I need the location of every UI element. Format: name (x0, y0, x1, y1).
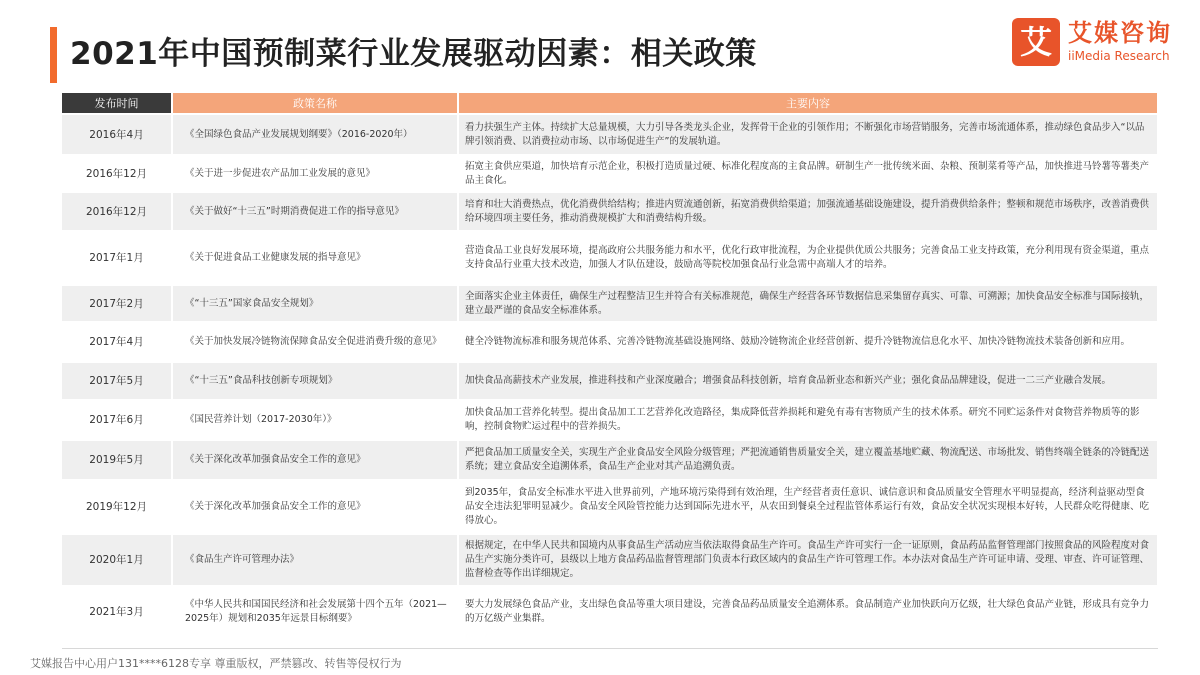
row-date: 2016年4月 (62, 114, 172, 155)
table-row (62, 400, 1158, 440)
table-row (62, 231, 1158, 285)
row-content: 加快食品加工营养化转型。提出食品加工工艺营养化改造路径，集成降低营养损耗和避免有毒有害物质产生的技术体系。研究不同贮运条件对食物营养物质等的影响，控制食物贮运过程中的营养损失。 (458, 400, 1158, 440)
copyright-footer: 艾媒报告中心用户131****6128专享 尊重版权，严禁篡改、转售等侵权行为 (30, 657, 402, 670)
table-row (62, 192, 1158, 231)
row-content: 要大力发展绿色食品产业，支出绿色食品等重大项目建设，完善食品药品质量安全追溯体系。食品制造产业加快跃向万亿级，壮大绿色食品产业链，形成具有竞争力的万亿级产业集群。 (458, 586, 1158, 636)
row-date: 2020年1月 (62, 534, 172, 586)
logo-subtitle: iiMedia Research (1068, 49, 1170, 63)
row-date: 2017年5月 (62, 362, 172, 400)
row-date: 2017年2月 (62, 285, 172, 322)
row-date: 2017年6月 (62, 400, 172, 440)
row-policy-name: 《关于加快发展冷链物流保障食品安全促进消费升级的意见》 (172, 322, 458, 362)
column-header-name: 政策名称 (172, 93, 458, 114)
row-date: 2019年5月 (62, 440, 172, 480)
row-date: 2021年3月 (62, 586, 172, 636)
row-policy-name: 《关于做好“十三五”时期消费促进工作的指导意见》 (172, 192, 458, 231)
row-content: 培育和壮大消费热点，优化消费供给结构；推进内贸流通创新，拓宽消费供给渠道；加强流通基础设施建设，提升消费供给条件；整顿和规范市场秩序，改善消费供给环境四项主要任务，推动消费规模扩大和消费结构升级。 (458, 192, 1158, 231)
row-policy-name: 《“十三五”国家食品安全规划》 (172, 285, 458, 322)
row-policy-name: 《全国绿色食品产业发展规划纲要》（2016-2020年） (172, 114, 458, 155)
column-header-content: 主要内容 (458, 93, 1158, 114)
table-row (62, 534, 1158, 586)
row-date: 2019年12月 (62, 480, 172, 534)
table-row (62, 362, 1158, 400)
column-header-date: 发布时间 (62, 93, 172, 114)
logo-name: 艾媒咨询 (1068, 19, 1172, 47)
row-date: 2016年12月 (62, 155, 172, 192)
policy-table (62, 93, 1159, 636)
row-content: 健全冷链物流标准和服务规范体系、完善冷链物流基础设施网络、鼓励冷链物流企业经营创新、提升冷链物流信息化水平、加快冷链物流技术装备创新和应用。 (458, 322, 1158, 362)
page-title: 2021年中国预制菜行业发展驱动因素：相关政策 (70, 36, 757, 72)
row-content: 严把食品加工质量安全关，实现生产企业食品安全风险分级管理；严把流通销售质量安全关，建立覆盖基地贮藏、物流配送、市场批发、销售终端全链条的冷链配送系统；建立食品安全追溯体系，食品生产企业对其产品追溯负责。 (458, 440, 1158, 480)
row-date: 2016年12月 (62, 192, 172, 231)
row-date: 2017年4月 (62, 322, 172, 362)
row-policy-name: 《“十三五”食品科技创新专项规划》 (172, 362, 458, 400)
logo-mark-icon: 艾 (1012, 18, 1060, 66)
row-policy-name: 《国民营养计划（2017-2030年）》 (172, 400, 458, 440)
row-content: 根据规定，在中华人民共和国境内从事食品生产活动应当依法取得食品生产许可。食品生产许可实行一企一证原则，食品药品监督管理部门按照食品的风险程度对食品生产实施分类许可，县级以上地方食品药品监督管理部门负责本行政区域内的食品生产许可管理工作。本办法对食品生产许可证申请、受理、审查、许可证管理、监督检查等作出详细规定。 (458, 534, 1158, 586)
table-row (62, 285, 1158, 322)
row-date: 2017年1月 (62, 231, 172, 285)
table-bottom-divider (62, 648, 1158, 649)
brand-logo (1012, 18, 1182, 68)
row-policy-name: 《关于深化改革加强食品安全工作的意见》 (172, 440, 458, 480)
table-row (62, 114, 1158, 155)
table-row (62, 480, 1158, 534)
row-content: 加快食品高薪技术产业发展，推进科技和产业深度融合；增强食品科技创新，培育食品新业态和新兴产业；强化食品品牌建设，促进一二三产业融合发展。 (458, 362, 1158, 400)
row-content: 看力扶强生产主体。持续扩大总量规模，大力引导各类龙头企业，发挥骨干企业的引领作用；不断强化市场营销服务，完善市场流通体系，推动绿色食品步入“以品牌引领消费、以消费拉动市场、以市场促进生产”的发展轨道。 (458, 114, 1158, 155)
row-policy-name: 《关于促进食品工业健康发展的指导意见》 (172, 231, 458, 285)
row-policy-name: 《关于深化改革加强食品安全工作的意见》 (172, 480, 458, 534)
row-policy-name: 《食品生产许可管理办法》 (172, 534, 458, 586)
row-content: 拓宽主食供应渠道，加快培育示范企业，积极打造质量过硬、标准化程度高的主食品牌。研制生产一批传统米面、杂粮、预制菜肴等产品，加快推进马铃薯等薯类产品主食化。 (458, 155, 1158, 192)
row-policy-name: 《关于进一步促进农产品加工业发展的意见》 (172, 155, 458, 192)
table-header-row (62, 93, 1158, 114)
row-content: 全面落实企业主体责任，确保生产过程整洁卫生并符合有关标准规范，确保生产经营各环节数据信息采集留存真实、可靠、可溯源；加快食品安全标准与国际接轨，建立最严谨的食品安全标准体系。 (458, 285, 1158, 322)
table-row (62, 322, 1158, 362)
row-content: 营造食品工业良好发展环境，提高政府公共服务能力和水平，优化行政审批流程，为企业提供优质公共服务；完善食品工业支持政策，充分利用现有资金渠道，重点支持食品行业重大技术改造，加强人才队伍建设，鼓励高等院校加强食品行业急需中高端人才的培养。 (458, 231, 1158, 285)
table-row (62, 155, 1158, 192)
title-accent-bar (50, 27, 57, 83)
table-row (62, 586, 1158, 636)
row-content: 到2035年，食品安全标准水平进入世界前列，产地环境污染得到有效治理，生产经营者责任意识、诚信意识和食品质量安全管理水平明显提高，经济利益驱动型食品安全违法犯罪明显减少。食品安全风险管控能力达到国际先进水平，从农田到餐桌全过程监管体系运行有效，食品安全状况实现根本好转，人民群众吃得健康、吃得放心。 (458, 480, 1158, 534)
row-policy-name: 《中华人民共和国国民经济和社会发展第十四个五年（2021—2025年）规划和2035年远景目标纲要》 (172, 586, 458, 636)
table-row (62, 440, 1158, 480)
